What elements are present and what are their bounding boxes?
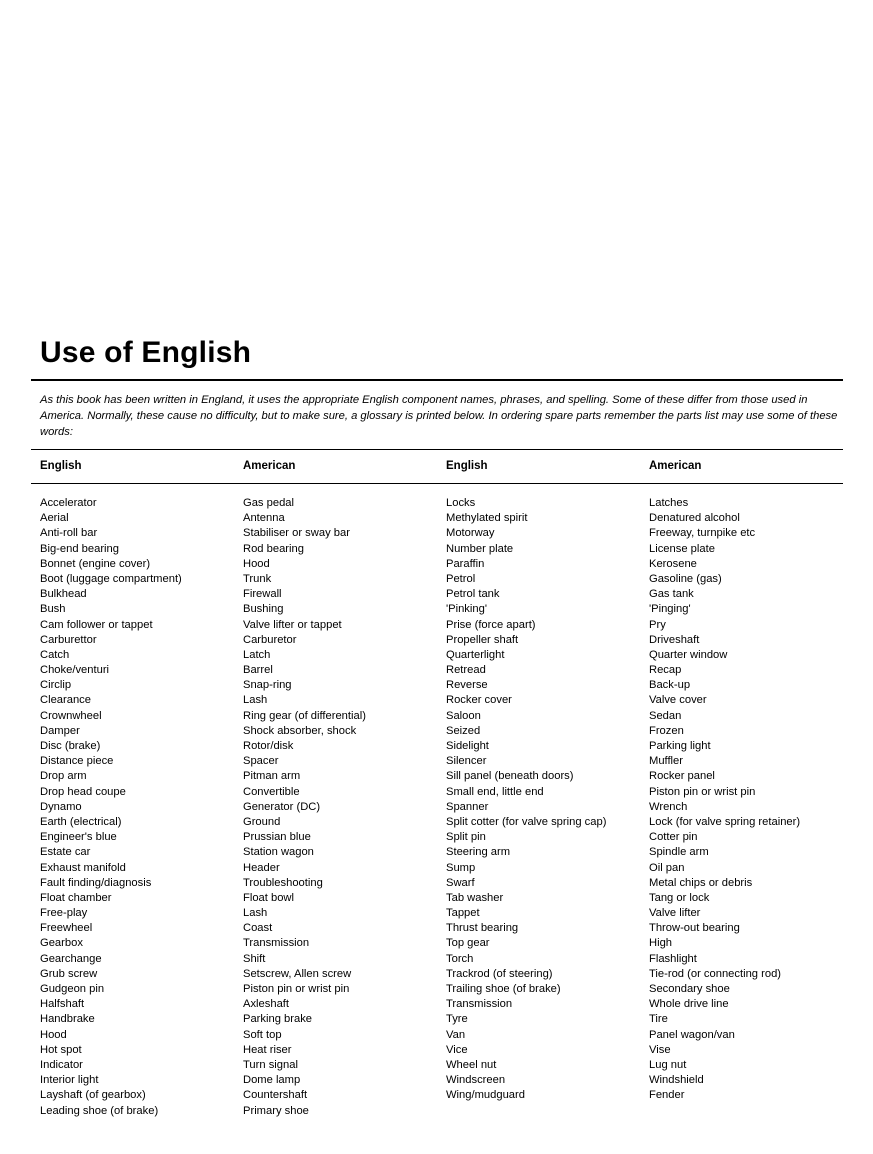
glossary-term: Gearbox [40, 937, 83, 950]
glossary-term: Shift [243, 952, 266, 965]
glossary-term: Leading shoe (of brake) [40, 1104, 159, 1117]
glossary-term: Spanner [446, 800, 489, 813]
glossary-term: Primary shoe [243, 1104, 309, 1117]
glossary-term: Sill panel (beneath doors) [446, 770, 574, 783]
glossary-term: Transmission [446, 998, 513, 1011]
glossary-term: Float bowl [243, 891, 294, 904]
glossary-term: Denatured alcohol [649, 512, 740, 525]
table-header-rule [31, 483, 843, 484]
glossary-term: Drop arm [40, 770, 87, 783]
glossary-term: Circlip [40, 679, 72, 692]
glossary-term: Drop head coupe [40, 785, 126, 798]
glossary-term: Whole drive line [649, 998, 729, 1011]
glossary-term: Tie-rod (or connecting rod) [649, 967, 782, 980]
english-term-list-2 [446, 496, 606, 1104]
glossary-term: Silencer [446, 755, 487, 768]
glossary-term: Damper [40, 724, 80, 737]
glossary-term: Gasoline (gas) [649, 572, 722, 585]
american-term-list-2 [649, 496, 800, 1104]
column-header-american-2: American [649, 460, 702, 472]
glossary-term: Saloon [446, 709, 481, 722]
glossary-term: Freewheel [40, 922, 93, 935]
glossary-term: Valve lifter [649, 907, 701, 920]
glossary-term: Cam follower or tappet [40, 618, 153, 631]
glossary-term: Disc (brake) [40, 740, 101, 752]
glossary-term: Carburetor [243, 633, 297, 646]
glossary-term: Fender [649, 1089, 685, 1102]
glossary-term: Spacer [243, 755, 279, 768]
glossary-term: Troubleshooting [243, 876, 323, 889]
glossary-term: Recap [649, 664, 682, 677]
glossary-term: Paraffin [446, 557, 485, 570]
glossary-term: Wrench [649, 800, 688, 813]
american-term-list-1 [243, 496, 366, 1119]
glossary-term: Metal chips or debris [649, 876, 753, 889]
glossary-term: Lock (for valve spring retainer) [649, 815, 801, 828]
glossary-term: Small end, little end [446, 785, 544, 798]
glossary-term: Heat riser [243, 1043, 292, 1056]
glossary-term: Throw-out bearing [649, 922, 740, 935]
glossary-term: Top gear [446, 937, 490, 950]
column-header-english-1: English [40, 460, 82, 472]
glossary-term: Steering arm [446, 846, 511, 859]
glossary-term: Choke/venturi [40, 664, 110, 677]
title-divider [31, 379, 843, 381]
table-top-rule [31, 449, 843, 450]
glossary-term: Station wagon [243, 846, 314, 859]
glossary-term: Indicator [40, 1058, 83, 1071]
glossary-term: Grub screw [40, 967, 98, 980]
glossary-term: Big-end bearing [40, 542, 119, 555]
glossary-term: Propeller shaft [446, 633, 519, 646]
glossary-term: Parking light [649, 740, 711, 752]
glossary-term: Shock absorber, shock [243, 724, 357, 737]
glossary-term: Panel wagon/van [649, 1028, 735, 1041]
glossary-term: Hot spot [40, 1043, 82, 1056]
glossary-term: Tyre [446, 1013, 468, 1026]
glossary-term: Rocker panel [649, 770, 715, 783]
glossary-term: Bushing [243, 603, 284, 616]
glossary-term: Ground [243, 815, 281, 828]
glossary-term: Retread [446, 664, 486, 677]
glossary-term: Carburettor [40, 633, 97, 646]
glossary-term: Split cotter (for valve spring cap) [446, 815, 607, 828]
glossary-term: Back-up [649, 679, 691, 692]
glossary-term: Generator (DC) [243, 800, 321, 813]
glossary-term: Antenna [243, 512, 285, 525]
glossary-term: Piston pin or wrist pin [243, 983, 350, 995]
page-title: Use of English [40, 336, 252, 369]
glossary-term: Petrol tank [446, 588, 500, 601]
glossary-term: Trunk [243, 572, 272, 585]
glossary-term: Fault finding/diagnosis [40, 876, 152, 889]
glossary-term: Torch [446, 952, 474, 965]
glossary-term: Prussian blue [243, 831, 311, 844]
glossary-term: Transmission [243, 937, 310, 950]
glossary-term: Number plate [446, 542, 514, 555]
glossary-term: Pry [649, 618, 666, 631]
glossary-term: Float chamber [40, 891, 112, 904]
glossary-term: Boot (luggage compartment) [40, 572, 182, 585]
glossary-term: Ring gear (of differential) [243, 709, 366, 722]
glossary-term: Tab washer [446, 891, 504, 904]
glossary-term: Flashlight [649, 952, 697, 965]
glossary-term: Anti-roll bar [40, 527, 98, 540]
glossary-term: Driveshaft [649, 633, 700, 646]
glossary-term: Axleshaft [243, 998, 290, 1011]
glossary-term: Exhaust manifold [40, 861, 126, 874]
glossary-term: Dynamo [40, 800, 82, 813]
glossary-term: Stabiliser or sway bar [243, 527, 350, 540]
glossary-term: Hood [40, 1028, 67, 1041]
glossary-term: Windshield [649, 1074, 704, 1087]
glossary-term: Engineer's blue [40, 831, 117, 844]
english-term-list-1 [40, 496, 182, 1119]
glossary-term: Estate car [40, 846, 91, 859]
glossary-term: Reverse [446, 679, 488, 692]
glossary-term: Kerosene [649, 557, 697, 570]
column-header-english-2: English [446, 460, 488, 472]
glossary-term: Methylated spirit [446, 512, 528, 525]
glossary-term: Aerial [40, 512, 69, 525]
glossary-term: Setscrew, Allen screw [243, 967, 352, 980]
glossary-term: Tang or lock [649, 891, 710, 904]
glossary-term: Bonnet (engine cover) [40, 557, 151, 570]
glossary-term: Cotter pin [649, 831, 698, 844]
glossary-term: Firewall [243, 588, 282, 601]
glossary-term: Coast [243, 922, 273, 935]
glossary-term: Snap-ring [243, 679, 292, 692]
glossary-term: Petrol [446, 572, 476, 585]
glossary-term: Quarterlight [446, 648, 505, 661]
glossary-term: Bulkhead [40, 588, 87, 601]
glossary-term: Vice [446, 1043, 468, 1056]
glossary-term: Pitman arm [243, 770, 301, 783]
glossary-term: Turn signal [243, 1058, 298, 1071]
glossary-term: High [649, 937, 673, 950]
glossary-term: Parking brake [243, 1013, 313, 1026]
glossary-term: Soft top [243, 1028, 282, 1041]
glossary-term: Interior light [40, 1074, 99, 1087]
glossary-term: Lug nut [649, 1058, 687, 1071]
glossary-term: Lash [243, 907, 268, 920]
glossary-term: Rocker cover [446, 694, 512, 707]
glossary-term: Locks [446, 497, 476, 509]
glossary-term: Gas tank [649, 588, 694, 601]
glossary-term: Layshaft (of gearbox) [40, 1089, 146, 1102]
glossary-term: Sump [446, 861, 476, 874]
glossary-term: Gearchange [40, 952, 102, 965]
glossary-term: Rod bearing [243, 542, 304, 555]
glossary-term: Valve cover [649, 694, 707, 707]
glossary-term: Van [446, 1028, 466, 1041]
glossary-term: Thrust bearing [446, 922, 519, 935]
glossary-term: Handbrake [40, 1013, 95, 1026]
glossary-term: Quarter window [649, 648, 728, 661]
glossary-term: Convertible [243, 785, 300, 798]
glossary-term: Valve lifter or tappet [243, 618, 342, 631]
glossary-term: Barrel [243, 664, 273, 677]
glossary-term: Lash [243, 694, 268, 707]
glossary-term: Gas pedal [243, 497, 294, 509]
glossary-term: Latch [243, 648, 271, 661]
glossary-term: Free-play [40, 907, 88, 920]
glossary-term: Earth (electrical) [40, 815, 122, 828]
glossary-term: Sedan [649, 709, 682, 722]
glossary-term: Trackrod (of steering) [446, 967, 553, 980]
glossary-term: Bush [40, 603, 66, 616]
glossary-term: Motorway [446, 527, 495, 540]
glossary-term: Swarf [446, 876, 475, 889]
glossary-term: Countershaft [243, 1089, 308, 1102]
glossary-term: Rotor/disk [243, 740, 294, 752]
glossary-term: Prise (force apart) [446, 618, 536, 631]
glossary-term: Spindle arm [649, 846, 709, 859]
glossary-term: Sidelight [446, 740, 489, 752]
glossary-term: Tire [649, 1013, 668, 1026]
glossary-term: Crownwheel [40, 709, 102, 722]
glossary-term: Piston pin or wrist pin [649, 785, 756, 798]
glossary-term: Trailing shoe (of brake) [446, 983, 561, 995]
column-header-american-1: American [243, 460, 296, 472]
glossary-term: Vise [649, 1043, 671, 1056]
glossary-term: Halfshaft [40, 998, 85, 1011]
intro-paragraph: As this book has been written in England, it uses the appropriate English component names, phrases, and spelling. Some of these differ from those used in America. Normally, these cause no difficulty, but to make sure, a glossary is printed below. In ordering spare parts remember the parts list may use some of these words: [40, 394, 838, 438]
glossary-term: Oil pan [649, 861, 685, 874]
glossary-term: Frozen [649, 724, 684, 737]
glossary-term: Header [243, 861, 280, 874]
glossary-term: Muffler [649, 755, 683, 768]
glossary-term: Wheel nut [446, 1058, 497, 1071]
glossary-term: Tappet [446, 907, 480, 920]
glossary-term: Accelerator [40, 497, 97, 509]
glossary-term: Freeway, turnpike etc [649, 527, 756, 540]
glossary-term: 'Pinking' [446, 603, 487, 616]
glossary-term: Latches [649, 497, 689, 509]
glossary-term: Split pin [446, 831, 486, 844]
glossary-term: Distance piece [40, 755, 114, 768]
glossary-term: Seized [446, 724, 481, 737]
glossary-term: Wing/mudguard [446, 1089, 525, 1102]
glossary-term: License plate [649, 542, 715, 555]
glossary-term: Windscreen [446, 1074, 506, 1087]
glossary-term: Hood [243, 557, 270, 570]
glossary-term: Gudgeon pin [40, 983, 105, 995]
glossary-term: 'Pinging' [649, 603, 691, 616]
glossary-term: Clearance [40, 694, 91, 707]
glossary-term: Secondary shoe [649, 983, 730, 995]
glossary-term: Catch [40, 648, 70, 661]
glossary-term: Dome lamp [243, 1074, 301, 1087]
